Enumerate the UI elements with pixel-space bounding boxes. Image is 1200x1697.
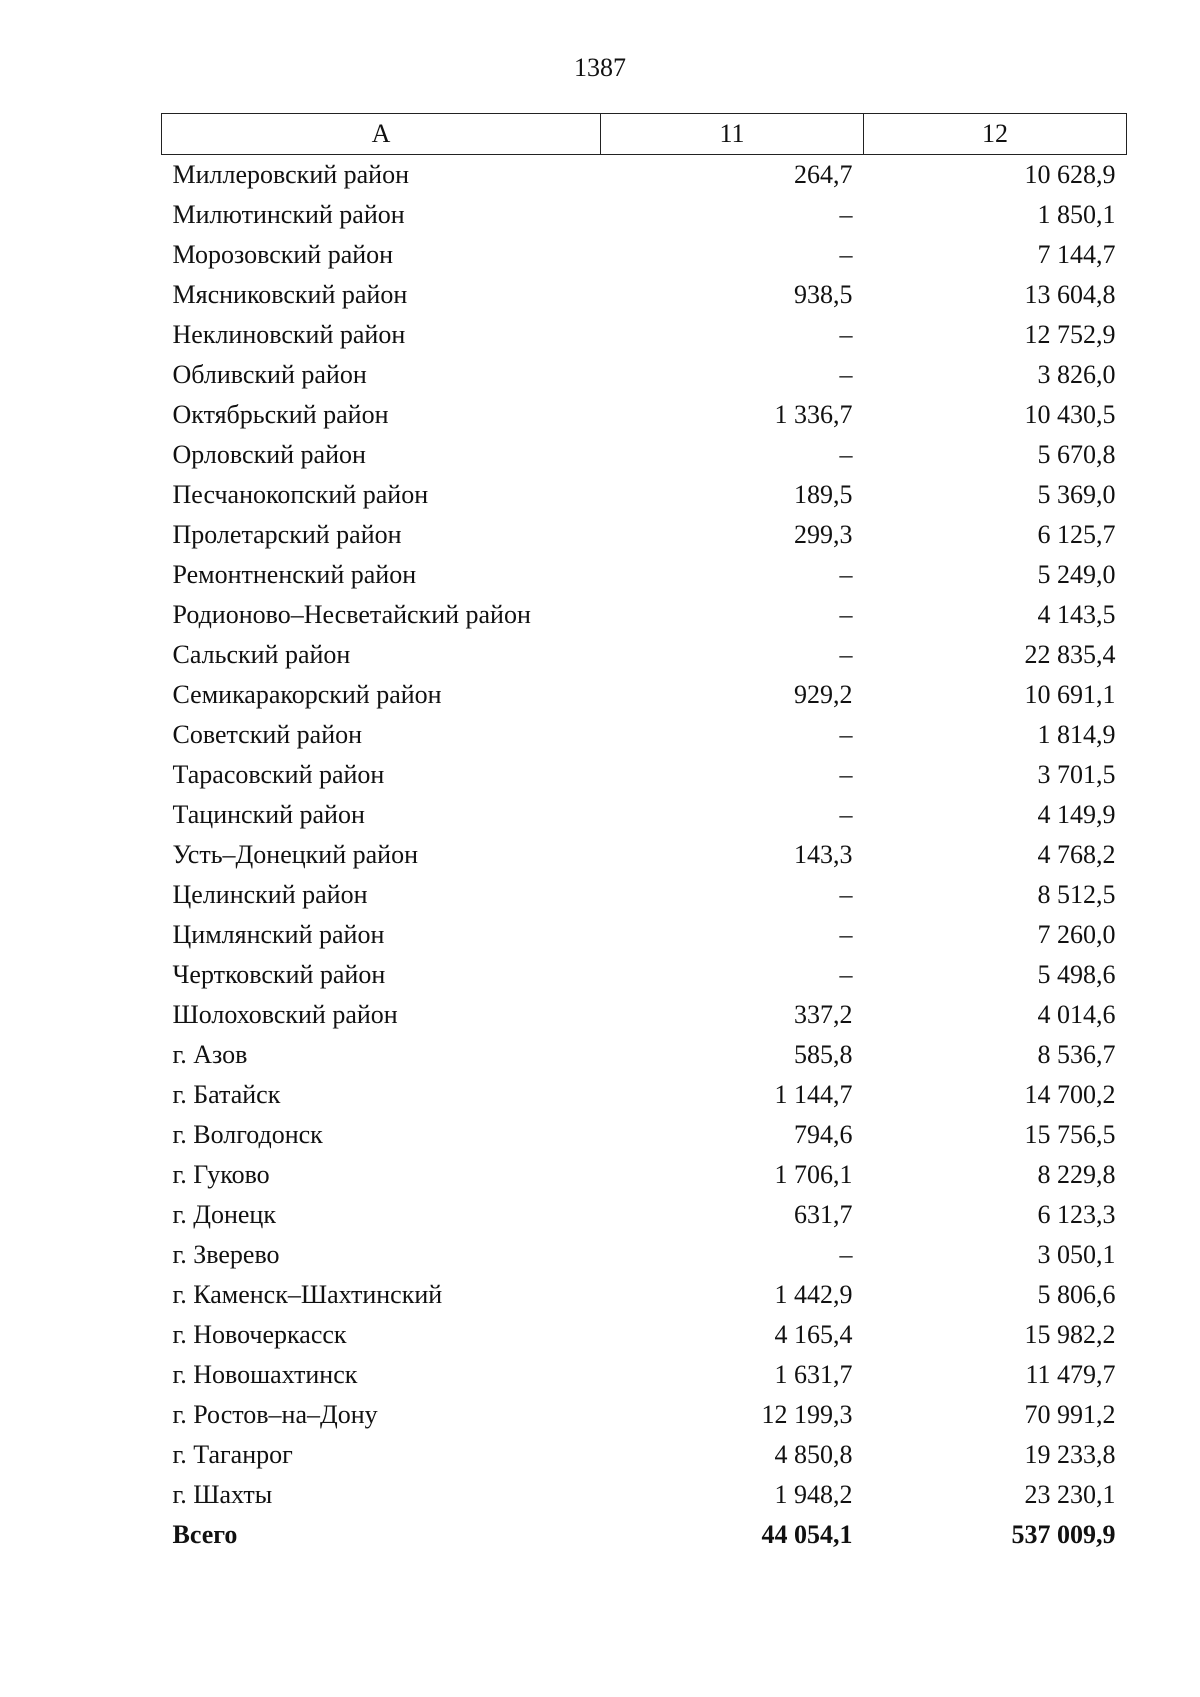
total-row [162, 1515, 1127, 1555]
row-col-11: 631,7 [794, 1200, 853, 1229]
table-row [162, 395, 1127, 435]
row-name: Чертковский район [172, 960, 386, 989]
row-col-11: – [839, 440, 853, 469]
table-row [162, 1315, 1127, 1355]
row-col-12: 6 123,3 [1037, 1200, 1116, 1229]
table-row [162, 875, 1127, 915]
table-row [162, 1395, 1127, 1435]
table-row [162, 1475, 1127, 1515]
table-row [162, 155, 1127, 196]
table-row [162, 675, 1127, 715]
row-col-11: 299,3 [794, 520, 853, 549]
row-col-11: – [839, 360, 853, 389]
row-name: Сальский район [172, 640, 351, 669]
table-row [162, 1235, 1127, 1275]
row-name: Милютинский район [172, 200, 405, 229]
row-col-11: 1 631,7 [774, 1360, 853, 1389]
row-col-11: 938,5 [794, 280, 853, 309]
row-col-11: – [839, 320, 853, 349]
table-row [162, 1035, 1127, 1075]
row-col-12: 1 814,9 [1037, 720, 1116, 749]
row-col-12: 7 144,7 [1037, 240, 1116, 269]
row-col-11: – [839, 800, 853, 829]
row-col-11: – [839, 880, 853, 909]
row-name: г. Каменск–Шахтинский [172, 1280, 443, 1309]
row-col-11: 4 165,4 [774, 1320, 853, 1349]
row-name: Семикаракорский район [172, 680, 442, 709]
row-name: Шолоховский район [172, 1000, 398, 1029]
table-row [162, 355, 1127, 395]
table-row [162, 1435, 1127, 1475]
row-col-12: 10 628,9 [1024, 160, 1116, 189]
row-col-12: 5 498,6 [1037, 960, 1116, 989]
table-row [162, 435, 1127, 475]
row-col-11: – [839, 640, 853, 669]
row-name: г. Новочеркасск [172, 1320, 347, 1349]
row-col-12: 1 850,1 [1037, 200, 1116, 229]
table-row [162, 1355, 1127, 1395]
table-row [162, 995, 1127, 1035]
row-col-12: 15 982,2 [1024, 1320, 1116, 1349]
row-col-12: 3 701,5 [1037, 760, 1116, 789]
row-col-11: 44 054,1 [761, 1520, 853, 1549]
row-name: г. Гуково [172, 1160, 270, 1189]
table-body [162, 155, 1127, 1556]
row-name: Тарасовский район [172, 760, 385, 789]
table-row [162, 835, 1127, 875]
row-name: Обливский район [172, 360, 367, 389]
row-name: г. Шахты [172, 1480, 273, 1509]
row-col-11: – [839, 600, 853, 629]
header-col-a: А [162, 114, 601, 155]
row-col-12: 4 014,6 [1037, 1000, 1116, 1029]
row-col-12: 537 009,9 [1011, 1520, 1116, 1549]
table-row [162, 595, 1127, 635]
row-col-11: – [839, 960, 853, 989]
row-col-11: 143,3 [794, 840, 853, 869]
table-row [162, 555, 1127, 595]
table-row [162, 475, 1127, 515]
row-col-12: 4 149,9 [1037, 800, 1116, 829]
row-name: г. Азов [172, 1040, 248, 1069]
table-row [162, 195, 1127, 235]
row-name: Октябрьский район [172, 400, 389, 429]
row-col-12: 3 826,0 [1037, 360, 1116, 389]
row-col-11: 4 850,8 [774, 1440, 853, 1469]
row-col-12: 11 479,7 [1025, 1360, 1116, 1389]
row-col-12: 5 670,8 [1037, 440, 1116, 469]
row-name: г. Волгодонск [172, 1120, 323, 1149]
row-name: г. Батайск [172, 1080, 281, 1109]
row-col-11: 1 442,9 [774, 1280, 853, 1309]
row-col-12: 10 691,1 [1024, 680, 1116, 709]
row-col-11: 337,2 [794, 1000, 853, 1029]
table-row [162, 1275, 1127, 1315]
row-name: Цимлянский район [172, 920, 385, 949]
row-name: г. Зверево [172, 1240, 280, 1269]
row-col-12: 70 991,2 [1024, 1400, 1116, 1429]
table-row [162, 635, 1127, 675]
row-name: Мясниковский район [172, 280, 408, 309]
table-row [162, 315, 1127, 355]
table-row [162, 955, 1127, 995]
page-number: 1387 [574, 53, 626, 82]
row-name: Тацинский район [172, 800, 365, 829]
header-col-12: 12 [864, 114, 1127, 155]
table-row [162, 1195, 1127, 1235]
row-col-11: 794,6 [794, 1120, 853, 1149]
data-table [161, 113, 1127, 1555]
row-col-12: 8 229,8 [1037, 1160, 1116, 1189]
row-col-11: 1 948,2 [774, 1480, 853, 1509]
row-name: Неклиновский район [172, 320, 406, 349]
row-col-12: 6 125,7 [1037, 520, 1116, 549]
table-row [162, 1115, 1127, 1155]
row-col-12: 4 768,2 [1037, 840, 1116, 869]
row-col-11: 1 706,1 [774, 1160, 853, 1189]
row-col-11: 1 336,7 [774, 400, 853, 429]
row-name: Песчанокопский район [172, 480, 429, 509]
row-col-11: – [839, 760, 853, 789]
table-row [162, 235, 1127, 275]
row-col-12: 23 230,1 [1024, 1480, 1116, 1509]
row-col-12: 8 536,7 [1037, 1040, 1116, 1069]
row-col-12: 19 233,8 [1024, 1440, 1116, 1469]
row-name: г. Донецк [172, 1200, 276, 1229]
row-name: Орловский район [172, 440, 366, 469]
row-col-12: 22 835,4 [1024, 640, 1116, 669]
row-name: Морозовский район [172, 240, 394, 269]
row-name: г. Таганрог [172, 1440, 293, 1469]
row-col-11: – [839, 720, 853, 749]
table-row [162, 275, 1127, 315]
row-col-11: 264,7 [794, 160, 853, 189]
row-col-11: 1 144,7 [774, 1080, 853, 1109]
row-col-12: 10 430,5 [1024, 400, 1116, 429]
row-col-12: 8 512,5 [1037, 880, 1116, 909]
row-name: Пролетарский район [172, 520, 402, 549]
row-col-11: – [839, 1240, 853, 1269]
row-col-11: – [839, 240, 853, 269]
row-col-12: 5 369,0 [1037, 480, 1116, 509]
table-row [162, 515, 1127, 555]
table-row [162, 915, 1127, 955]
row-col-12: 5 249,0 [1037, 560, 1116, 589]
table-row [162, 1075, 1127, 1115]
row-col-12: 4 143,5 [1037, 600, 1116, 629]
row-name: Советский район [172, 720, 363, 749]
row-name: г. Новошахтинск [172, 1360, 358, 1389]
row-name: Усть–Донецкий район [172, 840, 418, 869]
header-col-11: 11 [601, 114, 864, 155]
row-name: Всего [172, 1520, 238, 1549]
row-col-11: – [839, 920, 853, 949]
row-col-12: 5 806,6 [1037, 1280, 1116, 1309]
row-col-12: 13 604,8 [1024, 280, 1116, 309]
table-row [162, 755, 1127, 795]
table-row [162, 1155, 1127, 1195]
row-col-11: 189,5 [794, 480, 853, 509]
row-col-11: – [839, 560, 853, 589]
row-col-12: 15 756,5 [1024, 1120, 1116, 1149]
row-name: Ремонтненский район [172, 560, 417, 589]
row-col-12: 3 050,1 [1037, 1240, 1116, 1269]
row-name: Миллеровский район [172, 160, 410, 189]
row-col-12: 14 700,2 [1024, 1080, 1116, 1109]
header-row [162, 114, 1127, 155]
row-col-11: 585,8 [794, 1040, 853, 1069]
table-row [162, 715, 1127, 755]
row-col-11: 929,2 [794, 680, 853, 709]
row-col-12: 7 260,0 [1037, 920, 1116, 949]
table-row [162, 795, 1127, 835]
row-col-11: – [839, 200, 853, 229]
row-name: Целинский район [172, 880, 368, 909]
row-name: Родионово–Несветайский район [172, 600, 531, 629]
row-col-11: 12 199,3 [761, 1400, 853, 1429]
row-col-12: 12 752,9 [1024, 320, 1116, 349]
table-header [162, 114, 1127, 155]
row-name: г. Ростов–на–Дону [172, 1400, 378, 1429]
